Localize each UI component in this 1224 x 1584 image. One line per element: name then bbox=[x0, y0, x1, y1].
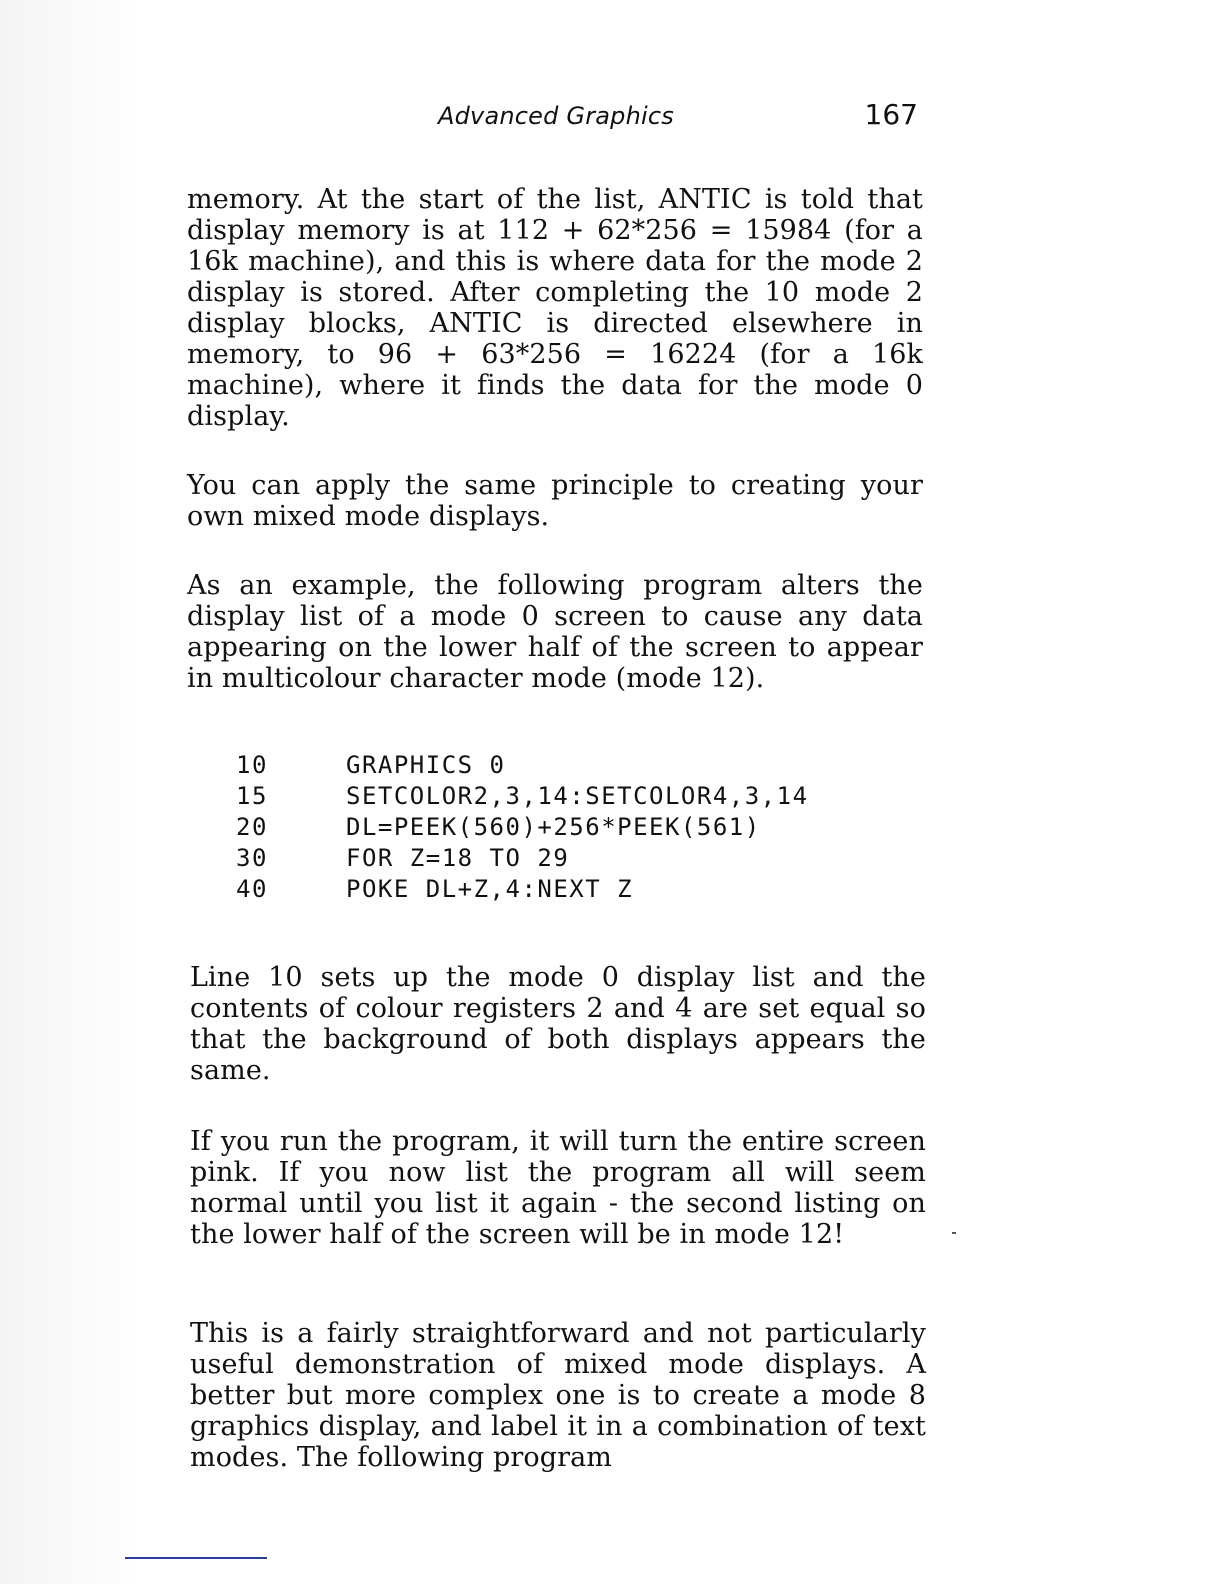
paragraph-run-program: If you run the program, it will turn the entire screen pink. If you now list the program all will seem normal until you list it again - the second listing on the lower half of the screen will be in mode 12! bbox=[190, 1126, 926, 1250]
footer-rule bbox=[125, 1557, 267, 1559]
code-statement: POKE DL+Z,4:NEXT Z bbox=[346, 875, 634, 903]
line-number: 30 bbox=[236, 844, 268, 872]
scan-speck bbox=[952, 1232, 956, 1234]
code-line bbox=[236, 750, 916, 781]
code-statement: SETCOLOR2,3,14:SETCOLOR4,3,14 bbox=[346, 782, 809, 810]
line-number: 15 bbox=[236, 782, 268, 810]
code-line bbox=[236, 812, 916, 843]
running-header bbox=[186, 98, 922, 138]
code-statement: FOR Z=18 TO 29 bbox=[346, 844, 570, 872]
code-statement: DL=PEEK(560)+256*PEEK(561) bbox=[346, 813, 761, 841]
paragraph-line-10-explanation: Line 10 sets up the mode 0 display list and the contents of colour registers 2 and 4 are set equal so that the background of both displays appears the same. bbox=[190, 962, 926, 1086]
line-number: 20 bbox=[236, 813, 268, 841]
basic-program-listing bbox=[236, 750, 916, 905]
paragraph-better-example: This is a fairly straightforward and not particularly useful demonstration of mixed mode displays. A better but more complex one is to create a mode 8 graphics display, and label it in a combination of text modes. The following program bbox=[190, 1318, 926, 1473]
page-number: 167 bbox=[864, 98, 918, 131]
paragraph-display-memory: memory. At the start of the list, ANTIC is told that display memory is at 112 + 62*256 = 15984 (for a 16k machine), and this is where data for the mode 2 display is stored. After completing the 10 mode 2 display blocks, ANTIC is directed elsewhere in memory, to 96 + 63*256 = 16224 (for a 16k machine), where it finds the data for the mode 0 display. bbox=[187, 184, 923, 432]
page-margin-shadow bbox=[0, 0, 140, 1584]
code-statement: GRAPHICS 0 bbox=[346, 751, 506, 779]
paragraph-example-intro: As an example, the following program alters the display list of a mode 0 screen to cause any data appearing on the lower half of the screen to appear in multicolour character mode (mode 12). bbox=[187, 570, 923, 694]
code-line bbox=[236, 781, 916, 812]
line-number: 10 bbox=[236, 751, 268, 779]
code-line bbox=[236, 874, 916, 905]
paragraph-same-principle: You can apply the same principle to creating your own mixed mode displays. bbox=[187, 470, 923, 532]
code-line bbox=[236, 843, 916, 874]
line-number: 40 bbox=[236, 875, 268, 903]
chapter-title: Advanced Graphics bbox=[438, 102, 674, 130]
